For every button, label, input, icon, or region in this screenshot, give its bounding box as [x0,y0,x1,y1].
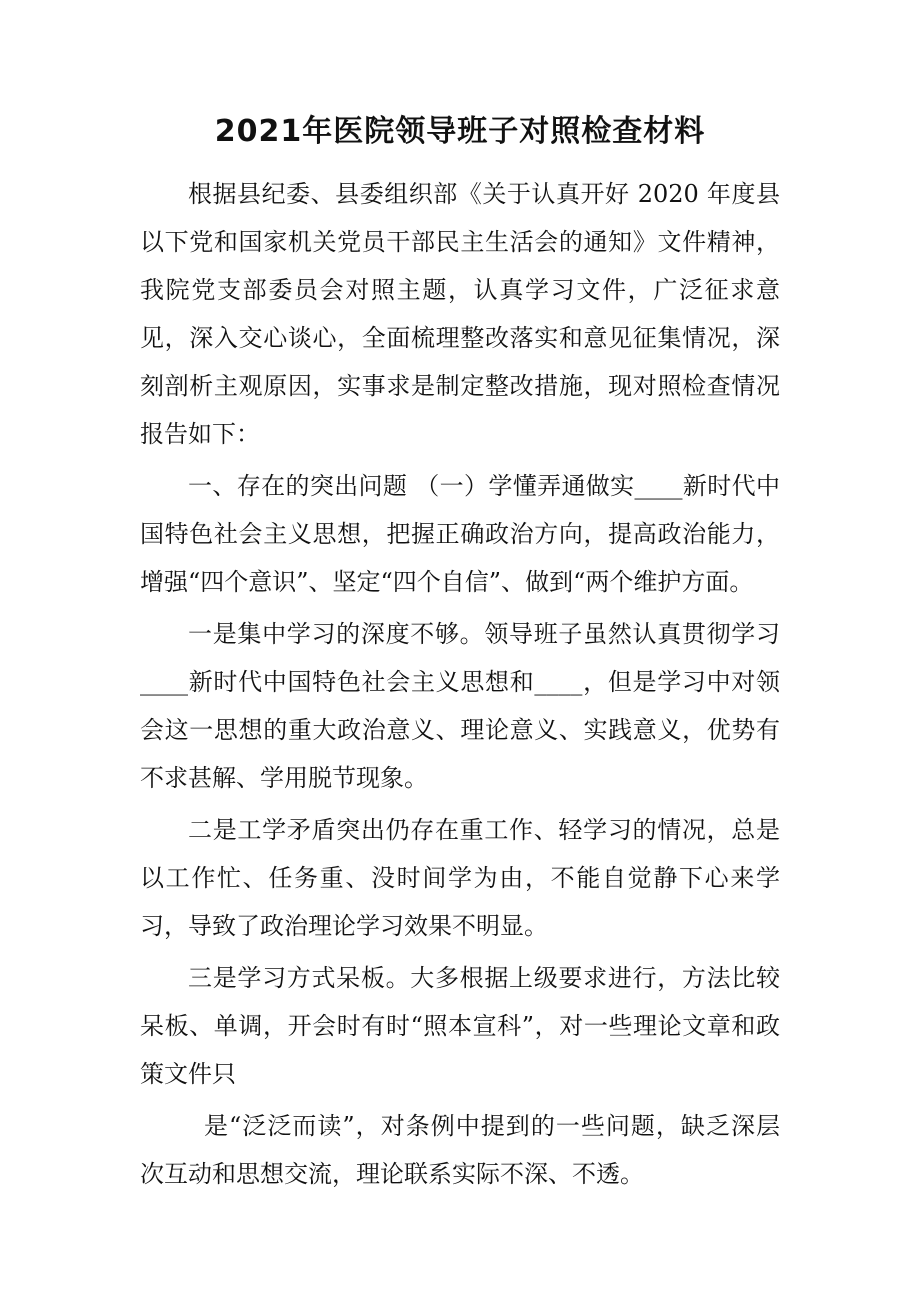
paragraph-point-one: 一是集中学习的深度不够。领导班子虽然认真贯彻学习____新时代中国特色社会主义思想和____，但是学习中对领会这一思想的重大政治意义、理论意义、实践意义，优势有不求甚解、学用脱节现象。 [140,620,780,792]
paragraph-section-one: 一、存在的突出问题 （一）学懂弄通做实____新时代中国特色社会主义思想，把握正确政治方向，提高政治能力，增强“四个意识”、坚定“四个自信”、做到“两个维护方面。 [140,472,780,596]
paragraph-continuation: 是“泛泛而读”，对条例中提到的一些问题，缺乏深层次互动和思想交流，理论联系实际不深、不透。 [140,1112,780,1188]
document-body [140,170,780,1198]
paragraph-point-two: 二是工学矛盾突出仍存在重工作、轻学习的情况，总是以工作忙、任务重、没时间学为由，不能自觉静下心来学习，导致了政治理论学习效果不明显。 [140,816,780,940]
document-title: 2021年医院领导班子对照检查材料 [214,114,706,149]
paragraph-point-three: 三是学习方式呆板。大多根据上级要求进行，方法比较呆板、单调，开会时有时“照本宣科”，对一些理论文章和政策文件只 [140,964,780,1088]
paragraph-intro: 根据县纪委、县委组织部《关于认真开好 2020 年度县以下党和国家机关党员干部民主生活会的通知》文件精神，我院党支部委员会对照主题，认真学习文件，广泛征求意见，深入交心谈心，全面梳理整改落实和意见征集情况，深刻剖析主观原因，实事求是制定整改措施，现对照检查情况报告如下： [140,180,780,448]
